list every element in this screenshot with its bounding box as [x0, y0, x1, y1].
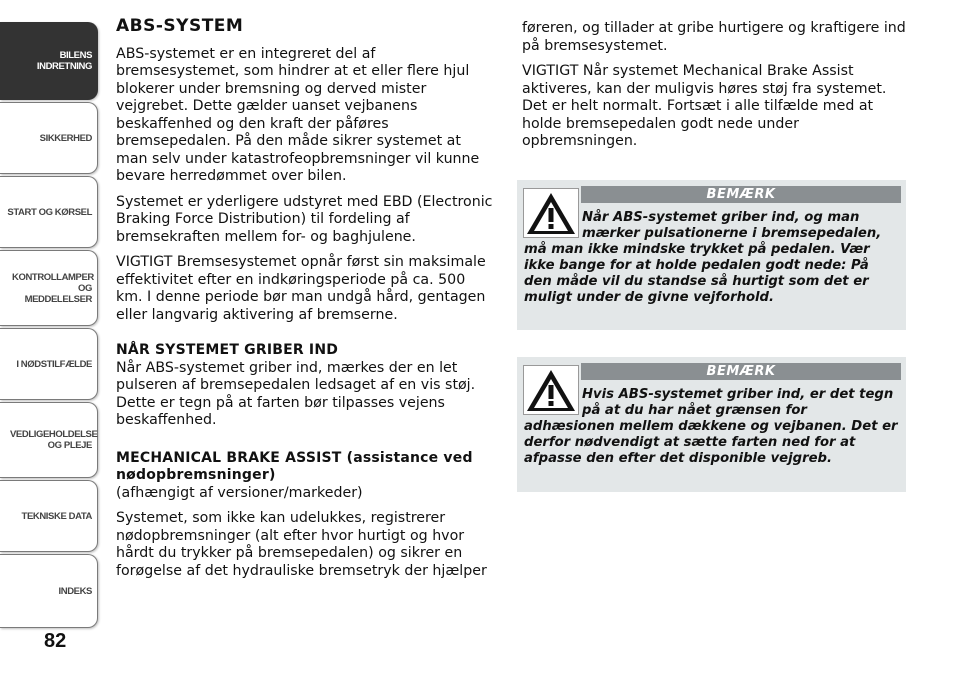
paragraph: VIGTIGT Når systemet Mechanical Brake Assist aktiveres, kan der muligvis høres støj fra systemet. Det er helt normalt. Fortsæt i alle tilfælde med at holde bremsepedalen godt nede under opbremsningen.: [522, 63, 887, 149]
note-lead: Når ABS-systemet griber ind, og man mærker pulsationerne i bremsepedalen,: [582, 210, 882, 241]
note-text: [524, 387, 900, 467]
paragraph: Systemet, som ikke kan udelukkes, registrerer nødopbremsninger (alt efter hvor hurtigt og hvor hårdt du trykker på bremsepedalen) og sikrer en forøgelse af det hydrauliske bremsetryk der hjælper: [116, 510, 487, 579]
note-body: må man ikke mindske trykket på pedalen. Vær ikke bange for at holde pedalen godt nede: På den måde vil du standse så hurtigt som det er muligt under de givne vejforhold.: [524, 242, 870, 305]
note-box: [517, 357, 906, 492]
paragraph: Systemet er yderligere udstyret med EBD (Electronic Braking Force Distribution) til fordeling af bremsekraften mellem for- og baghjulene.: [116, 193, 493, 245]
tab-label: BILENS INDRETNING: [36, 50, 92, 72]
tab-start-og-korsel[interactable]: [0, 176, 98, 248]
tab-kontrollamper[interactable]: [0, 250, 98, 326]
tab-bilens-indretning[interactable]: [0, 22, 98, 100]
tab-label: SIKKERHED: [39, 132, 92, 144]
note-lead: Hvis ABS-systemet griber ind, er det tegn på at du har nået grænsen for: [582, 387, 894, 418]
tab-label: TEKNISKE DATA: [21, 510, 92, 522]
tab-i-nodstilfaelde[interactable]: [0, 328, 98, 400]
note-title: BEMÆRK: [581, 186, 901, 203]
tab-tekniske-data[interactable]: [0, 480, 98, 552]
right-column: [522, 20, 906, 159]
paragraph: føreren, og tillader at gribe hurtigere og kraftigere ind på bremsesystemet.: [522, 20, 906, 54]
subheading: MECHANICAL BRAKE ASSIST (assistance ved nødopbremsninger): [116, 449, 473, 483]
subheading: NÅR SYSTEMET GRIBER IND: [116, 342, 339, 358]
tab-label: VEDLIGEHOLDELSE OG PLEJE: [10, 429, 98, 451]
tab-sikkerhed[interactable]: [0, 102, 98, 174]
tab-label: START OG KØRSEL: [7, 206, 92, 218]
paragraph: VIGTIGT Bremsesystemet opnår først sin maksimale effektivitet efter en indkøringsperiode på ca. 500 km. I denne periode bør man undgå hård, gentagen eller langvarig aktivering af bremserne.: [116, 254, 486, 323]
page-number: 82: [44, 630, 67, 652]
subheading-note: (afhængigt af versioner/markeder): [116, 484, 363, 501]
note-body: adhæsionen mellem dækkene og vejbanen. Det er derfor nødvendigt at sætte farten ned for at afpasse den efter det disponible vejgreb.: [524, 419, 898, 466]
tab-label: KONTROLLAMPER OG MEDDELELSER: [12, 271, 94, 305]
tab-label: INDEKS: [58, 585, 92, 597]
paragraph: ABS-systemet er en integreret del af bremsesystemet, som hindrer at et eller flere hjul blokerer under bremsning og derved mister vejgrebet. Dette gælder uanset vejbanens beskaffenhed og den kraft der påføres bremsepedalen. På den måde sikrer systemet at man selv under katastrofeopbremsninger vil kunne bevare herredømmet over bilen.: [116, 45, 480, 184]
note-box: [517, 180, 906, 330]
section-title: ABS-SYSTEM: [116, 16, 244, 36]
tab-label: I NØDSTILFÆLDE: [16, 358, 92, 370]
paragraph: Når ABS-systemet griber ind, mærkes der en let pulseren af bremsepedalen ledsaget af en vis støj. Dette er tegn på at farten bør tilpasses vejens beskaffenhed.: [116, 359, 476, 428]
tab-vedligeholdelse[interactable]: [0, 402, 98, 478]
left-column: [116, 18, 496, 588]
tab-indeks[interactable]: [0, 554, 98, 628]
note-text: [524, 210, 900, 306]
note-title: BEMÆRK: [581, 363, 901, 380]
